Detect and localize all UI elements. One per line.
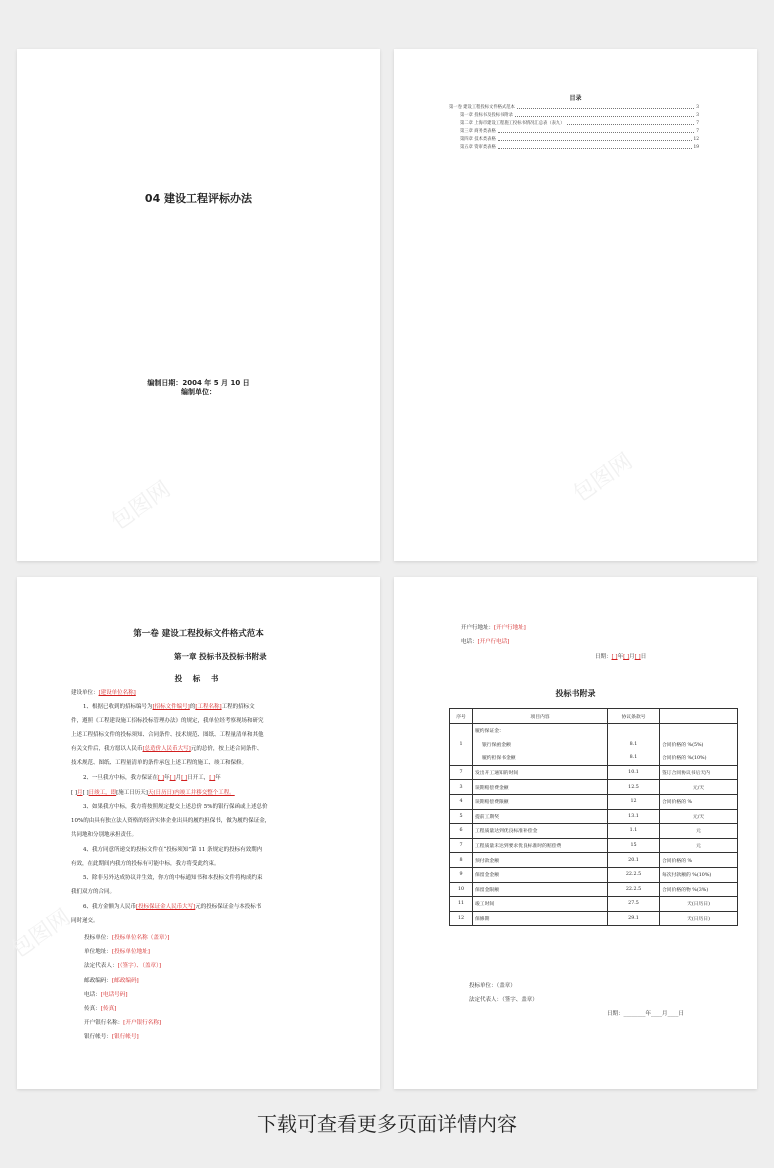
body-text: 有关文件后，我方愿以人民币: [71, 746, 143, 752]
cell-value: 元/天: [660, 809, 738, 824]
cell-no: 10: [450, 882, 473, 897]
toc-leader: [498, 132, 695, 133]
toc-entry-page: 7: [696, 129, 699, 134]
toc-title: 目录: [569, 95, 582, 102]
signature-field: [84, 947, 150, 955]
cover-title: 04 建设工程评标办法: [144, 192, 253, 205]
body-text: 的: [189, 704, 196, 710]
table-row: [450, 867, 738, 882]
footer-representative: 法定代表人：（签字、盖章）: [469, 997, 538, 1003]
cell-item: 预付款金额: [473, 853, 608, 868]
cell-item: 保留金金额: [473, 867, 608, 882]
cell-clause: 1.1: [608, 824, 660, 839]
body-line: [71, 818, 333, 825]
body-line: [83, 847, 345, 854]
cell-clause: 22.2.5: [608, 867, 660, 882]
cell-no: 11: [450, 897, 473, 912]
placeholder-field: 月: [77, 790, 83, 796]
header-item: 项目内容: [473, 709, 608, 724]
placeholder-field: [ ]: [158, 775, 165, 781]
cell-item: 履约保证金：: [473, 724, 608, 738]
cell-value: 合同价格的 %(10%): [660, 751, 738, 765]
cell-value: 天(日历日): [660, 897, 738, 912]
toc-entry-page: 3: [696, 105, 699, 110]
body-line: [71, 918, 333, 925]
cell-no: 9: [450, 867, 473, 882]
table-row: [450, 794, 738, 809]
placeholder-field: [总造价人民币大写]: [142, 746, 191, 752]
cell-clause: 20.1: [608, 853, 660, 868]
cell-clause: 8.1: [608, 738, 660, 752]
body-text: 4、我方同意所递交的投标文件在“投标须知”第 11 条规定的投标有效期内: [83, 847, 263, 853]
toc-leader: [567, 124, 695, 125]
body-text: [ ]: [82, 790, 89, 796]
cell-no: 7: [450, 838, 473, 853]
field-value: [（签字）、（盖章）]: [117, 963, 162, 970]
date-placeholder: [ ]: [634, 654, 641, 660]
body-line: [83, 904, 345, 911]
body-line: [83, 704, 345, 711]
footer-date: 日期：________年____月____日: [607, 1011, 685, 1017]
date-placeholder: [ ]: [623, 654, 630, 660]
cell-item: 误期赔偿费限额: [473, 794, 608, 809]
tender-page: [6, 577, 380, 1089]
toc-entry-label: 第一卷 建设工程投标文件格式范本: [449, 105, 515, 110]
body-text: 1、根据已收到的招标编号为: [83, 704, 153, 710]
body-text: 共同地和分别地承担责任。: [71, 832, 138, 838]
body-text: 年: [164, 775, 170, 781]
table-row: [450, 824, 738, 839]
watermark: 包图网: [6, 904, 76, 964]
body-text: 件，遵照《工程建设施工招标投标管理办法》的规定，我单位经考察现场和研究: [71, 718, 264, 724]
cell-no: 6: [450, 824, 473, 839]
toc-entry: [460, 120, 699, 126]
body-line: [71, 861, 333, 868]
date-label: 日期：: [595, 654, 612, 660]
body-text: 同时递交。: [71, 918, 99, 924]
cell-value: 签订合同协议书后天内: [660, 765, 738, 780]
placeholder-field: [ ]: [181, 775, 188, 781]
cell-clause: 10.1: [608, 765, 660, 780]
cell-no: 12: [450, 911, 473, 926]
cell-value: 元/天: [660, 780, 738, 795]
field-label: 邮政编码：: [84, 977, 112, 984]
table-row: [450, 751, 738, 765]
cell-no: 7: [450, 765, 473, 780]
cell-value: 合同价格的 %: [660, 794, 738, 809]
cell-value: 合同价格的 %: [660, 853, 738, 868]
signature-field: [84, 990, 128, 998]
cell-clause: 29.1: [608, 911, 660, 926]
placeholder-field: [ ]: [209, 775, 216, 781]
cell-item: 履约担保书金额: [473, 751, 608, 765]
body-text: 年: [215, 775, 221, 781]
body-line: [71, 746, 333, 753]
cover-date: 编制日期：2004 年 5 月 10 日: [147, 379, 250, 387]
placeholder-field: [工程名称]: [195, 704, 222, 710]
table-row: [450, 911, 738, 926]
cell-value: 元: [660, 838, 738, 853]
toc-entry: [460, 136, 699, 142]
table-header-row: [450, 709, 738, 724]
body-line: [83, 804, 345, 811]
body-line: [71, 760, 333, 767]
body-text: 建设单位：: [71, 690, 99, 696]
placeholder-field: 日竣工，即: [88, 790, 117, 796]
cell-no: 3: [450, 780, 473, 795]
cell-clause: 27.5: [608, 897, 660, 912]
cell-clause: 22.2.5: [608, 882, 660, 897]
body-text: 日开工，: [187, 775, 210, 781]
watermark: 包图网: [106, 476, 176, 536]
cell-value: 合同价格的物 %(3%): [660, 882, 738, 897]
toc-entry-page: 7: [696, 121, 699, 126]
field-value: [邮政编码]: [111, 977, 139, 984]
field-value: [开户银行名称]: [123, 1020, 162, 1027]
cell-item: 保留金限额: [473, 882, 608, 897]
toc-entry-label: 第四章 技术类表格: [460, 137, 496, 142]
field-value: [传真]: [100, 1006, 117, 1012]
table-row: [450, 780, 738, 795]
toc-entry: [449, 104, 699, 110]
footer-unit: 投标单位：（盖章）: [469, 983, 516, 989]
cell-item: 工程质量未达到要求优良标准时的赔偿费: [473, 838, 608, 853]
signature-field: [84, 976, 139, 984]
cell-item: 误期赔偿费金额: [473, 780, 608, 795]
cover-unit: 编制单位：: [181, 388, 216, 396]
field-label: 开户银行名称：: [84, 1020, 124, 1027]
field-label: 电话：: [84, 991, 101, 998]
field-label: 银行帐号：: [84, 1034, 112, 1041]
toc-entry: [460, 112, 699, 118]
body-line: [71, 790, 333, 797]
appendix-table: [449, 708, 738, 926]
appendix-title: 投标书附录: [555, 689, 596, 698]
cell-no: 4: [450, 794, 473, 809]
cell-item: 保修期: [473, 911, 608, 926]
toc-entry-page: 3: [696, 113, 699, 118]
body-text: 工程的招标文: [221, 704, 255, 710]
placeholder-field: [ ]: [169, 775, 176, 781]
field-label: 单位地址：: [84, 949, 112, 956]
cover-page: [17, 49, 380, 561]
table-row: [450, 738, 738, 752]
cell-value: 元: [660, 824, 738, 839]
cell-clause: 12.5: [608, 780, 660, 795]
body-text: [施工日历天]: [116, 790, 148, 796]
body-text: 有效，在此期间内我方的投标有可能中标，我方将受此约束。: [71, 861, 220, 867]
body-line: [71, 832, 333, 839]
placeholder-field: 天(日历日)内竣工并移交整个工程。: [147, 790, 235, 796]
signature-field: [84, 1032, 139, 1040]
table-row: [450, 809, 738, 824]
toc-page: [394, 49, 757, 561]
signature-field: [84, 1004, 116, 1012]
header-clause: 协议条款号: [608, 709, 660, 724]
field-label: 传真：: [84, 1006, 101, 1012]
chapter-title: 第一章 投标书及投标书附录: [174, 652, 267, 661]
field-value: [投标单位地址]: [111, 949, 150, 956]
header-no: 序号: [450, 709, 473, 724]
body-line: [71, 889, 333, 896]
cell-clause: 12: [608, 794, 660, 809]
toc-leader: [515, 116, 694, 117]
toc-entry: [460, 128, 699, 134]
header-value: [660, 709, 738, 724]
toc-entry: [460, 144, 699, 150]
toc-leader: [498, 140, 692, 141]
cell-value: [660, 724, 738, 738]
body-text: [ ]: [71, 790, 78, 796]
toc-entry-page: 12: [693, 137, 699, 142]
table-row: [450, 853, 738, 868]
body-text: 6、我方金额为人民币: [83, 904, 136, 910]
toc-entry-label: 第三章 商务类表格: [460, 129, 496, 134]
body-line: [71, 690, 333, 697]
body-text: 上述工程招标文件的投标须知、合同条件、技术规范、图纸、工程量清单和其他: [71, 732, 264, 738]
body-text: 月: [175, 775, 182, 781]
cell-clause: 15: [608, 838, 660, 853]
download-caption: 下载可查看更多页面详情内容: [257, 1112, 517, 1136]
date-placeholder: [ ]: [611, 654, 618, 660]
toc-entry-label: 第二章 上海市建设工程施工投标书情况汇总表（表九）: [460, 121, 565, 126]
body-line: [83, 775, 345, 782]
placeholder-field: [招标文件编号]: [152, 704, 190, 710]
toc-leader: [517, 108, 694, 109]
cell-item: 工程质量达到优良标准补偿金: [473, 824, 608, 839]
field-label: 法定代表人：: [84, 963, 118, 970]
cell-no: 5: [450, 809, 473, 824]
date-unit: 年: [617, 654, 624, 660]
body-line: [83, 875, 345, 882]
cell-item: 提前工期奖: [473, 809, 608, 824]
body-text: 2、一旦我方中标，我方保证在: [83, 775, 159, 781]
bank-phone: 电话：[开户行电话]: [461, 639, 510, 645]
cell-item: 竣工时间: [473, 897, 608, 912]
watermark: 包图网: [568, 448, 638, 508]
date-unit: 月: [629, 654, 635, 660]
toc-entry-page: 19: [693, 145, 699, 150]
cell-item: 银行保函金额: [473, 738, 608, 752]
field-label: 投标单位：: [84, 935, 112, 941]
section-title: 投 标 书: [174, 674, 223, 683]
body-text: 我们双方的合同。: [71, 889, 116, 895]
placeholder-field: [投标保证金人民币大写]: [136, 904, 196, 910]
body-text: 元的总价，按上述合同条件、: [190, 746, 263, 752]
body-line: [71, 718, 333, 725]
field-value: [电话号码]: [100, 991, 128, 998]
appendix-page: [394, 577, 757, 1089]
toc-entry-label: 第一章 投标书及投标书附录: [460, 113, 513, 118]
cell-value: 合同价格的 %(5%): [660, 738, 738, 752]
field-value: [银行帐号]: [111, 1034, 139, 1041]
cell-no: 1: [450, 724, 473, 766]
signature-field: [84, 933, 170, 941]
table-row: [450, 897, 738, 912]
cell-clause: 13.1: [608, 809, 660, 824]
cell-value: 每次付款额的 %(10%): [660, 867, 738, 882]
body-text: 元的投标保证金与本投标书: [195, 904, 262, 910]
table-row: [450, 724, 738, 738]
body-text: 3、如果我方中标，我方将按照规定提交上述总价 5%的银行保函或上述总价: [83, 804, 268, 810]
body-text: 10%的由具有独立法人资格的经济实体企业出具的履约担保书，做为履约保证金，: [71, 818, 271, 824]
table-row: [450, 765, 738, 780]
field-value: [投标单位名称（盖章）]: [111, 935, 170, 941]
toc-entry-label: 第五章 资审类表格: [460, 145, 496, 150]
signature-field: [84, 961, 161, 969]
appendix-date: [595, 652, 646, 660]
toc-leader: [498, 148, 692, 149]
cell-item: 发出开工通知的时间: [473, 765, 608, 780]
cell-clause: [608, 724, 660, 738]
bank-address: 开户行地址：[开户行地址]: [461, 625, 526, 631]
cell-clause: 8.1: [608, 751, 660, 765]
cell-no: 8: [450, 853, 473, 868]
table-row: [450, 882, 738, 897]
date-unit: 日: [640, 654, 647, 660]
body-text: 5、除非另外达成协议并生效，你方的中标通知书和本投标文件将构成约束: [83, 875, 263, 881]
signature-field: [84, 1018, 161, 1026]
cell-value: 天(日历日): [660, 911, 738, 926]
body-text: 技术规范、图纸、工程量清单的条件承包上述工程的施工、竣工和保修。: [71, 760, 248, 766]
table-row: [450, 838, 738, 853]
placeholder-field: [建设单位名称]: [98, 690, 136, 696]
volume-title: 第一卷 建设工程投标文件格式范本: [133, 629, 264, 639]
body-line: [71, 732, 333, 739]
